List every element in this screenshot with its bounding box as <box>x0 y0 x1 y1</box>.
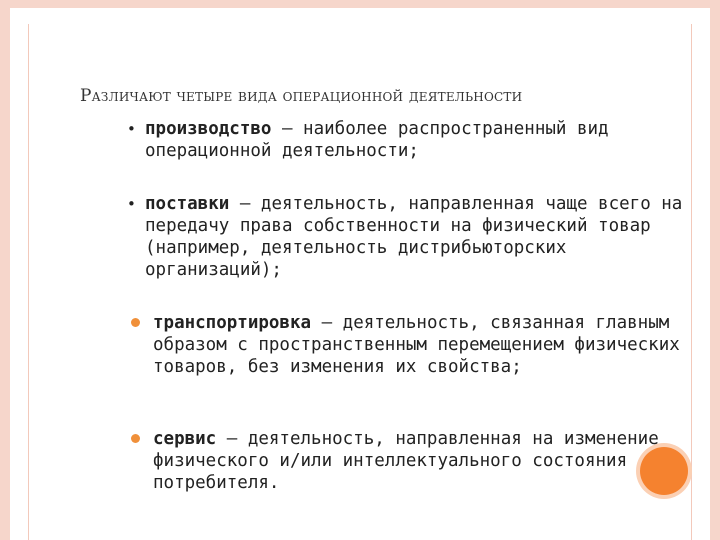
bullet-dot-icon <box>131 434 140 443</box>
list-item-description: — наиболее распространенный вид операционной деятельности; <box>145 119 609 161</box>
list-item-text <box>145 118 697 162</box>
list-item-term: сервис <box>153 429 217 449</box>
bullet-icon: • <box>127 120 136 138</box>
list-item <box>127 118 697 162</box>
list-item-description: — деятельность, направленная чаще всего на передачу права собственности на физический товар (например, деятельность дистрибьюторских организаций); <box>145 194 683 280</box>
bullet-dot-icon <box>131 318 140 327</box>
list-item-description: – деятельность, связанная главным образом с пространственным перемещением физических товаров, без изменения их свойства; <box>153 313 680 377</box>
list-item-term: производство <box>145 119 272 139</box>
list-item-term: транспортировка <box>153 313 312 333</box>
decorative-circle <box>640 447 688 495</box>
slide-title: Различают четыре вида операционной деятельности <box>80 86 523 106</box>
list-item-term: поставки <box>145 194 230 214</box>
list-item <box>131 428 701 494</box>
bullet-icon: • <box>127 195 136 213</box>
list-item-text <box>145 193 697 281</box>
list-item <box>131 312 701 378</box>
list-item-text <box>153 428 701 494</box>
list-item-text <box>153 312 701 378</box>
list-item-description: – деятельность, направленная на изменение физического и/или интеллектуального состояния потребителя. <box>153 429 659 493</box>
list-item <box>127 193 697 281</box>
